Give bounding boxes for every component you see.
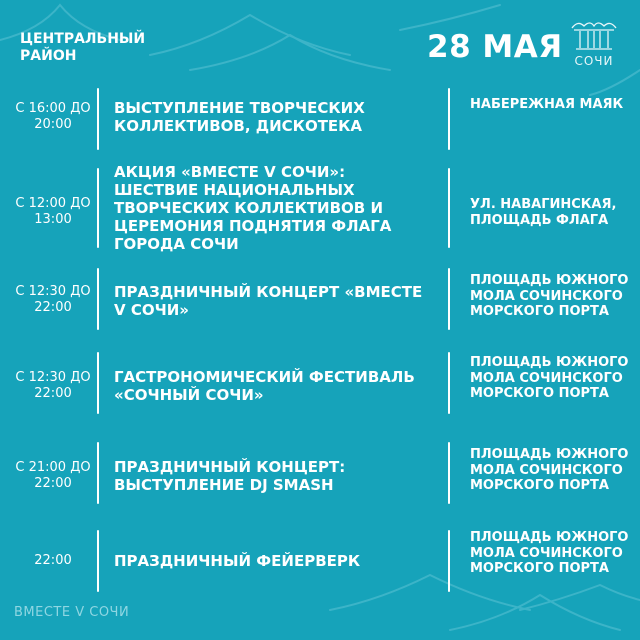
right-divider (448, 168, 450, 248)
left-divider (97, 168, 99, 248)
event-place: НАБЕРЕЖНАЯ МАЯК (470, 97, 624, 112)
event-place: ПЛОЩАДЬ ЮЖНОГО МОЛА СОЧИНСКОГО МОРСКОГО ПОРТА (470, 447, 629, 493)
left-divider (97, 88, 99, 150)
event-place: ПЛОЩАДЬ ЮЖНОГО МОЛА СОЧИНСКОГО МОРСКОГО ПОРТА (470, 273, 629, 319)
event-time: С 12:30 ДО 22:00 (15, 370, 91, 401)
footer-slogan: ВМЕСТЕ V СОЧИ (14, 605, 130, 620)
event-title: АКЦИЯ «ВМЕСТЕ V СОЧИ»: ШЕСТВИЕ НАЦИОНАЛЬНЫХ ТВОРЧЕСКИХ КОЛЛЕКТИВОВ И ЦЕРЕМОНИЯ ПОДНЯТИЯ ФЛАГА ГОРОДА СОЧИ (114, 163, 392, 253)
left-divider (97, 268, 99, 330)
event-title: ВЫСТУПЛЕНИЕ ТВОРЧЕСКИХ КОЛЛЕКТИВОВ, ДИСКОТЕКА (114, 99, 365, 135)
left-divider (97, 530, 99, 592)
event-time: С 12:30 ДО 22:00 (15, 284, 91, 315)
event-place: УЛ. НАВАГИНСКАЯ, ПЛОЩАДЬ ФЛАГА (470, 197, 617, 228)
event-date: 28 МАЯ (427, 29, 563, 65)
event-title: ПРАЗДНИЧНЫЙ ФЕЙЕРВЕРК (114, 552, 361, 570)
left-divider (97, 442, 99, 504)
right-divider (448, 268, 450, 330)
district-label: ЦЕНТРАЛЬНЫЙ РАЙОН (20, 31, 146, 64)
right-divider (448, 442, 450, 504)
event-time: С 12:00 ДО 13:00 (15, 196, 91, 227)
event-time: С 21:00 ДО 22:00 (15, 460, 91, 491)
right-divider (448, 352, 450, 414)
right-divider (448, 88, 450, 150)
event-title: ПРАЗДНИЧНЫЙ КОНЦЕРТ «ВМЕСТЕ V СОЧИ» (114, 283, 423, 319)
logo-text: СОЧИ (574, 54, 614, 68)
event-title: ПРАЗДНИЧНЫЙ КОНЦЕРТ: ВЫСТУПЛЕНИЕ DJ SMASH (114, 458, 346, 494)
event-place: ПЛОЩАДЬ ЮЖНОГО МОЛА СОЧИНСКОГО МОРСКОГО ПОРТА (470, 355, 629, 401)
event-place: ПЛОЩАДЬ ЮЖНОГО МОЛА СОЧИНСКОГО МОРСКОГО ПОРТА (470, 530, 629, 576)
event-time: 22:00 (34, 553, 72, 568)
right-divider (448, 530, 450, 592)
event-title: ГАСТРОНОМИЧЕСКИЙ ФЕСТИВАЛЬ «СОЧНЫЙ СОЧИ» (114, 368, 415, 404)
colonnade-logo-icon (568, 16, 620, 56)
event-time: С 16:00 ДО 20:00 (15, 101, 91, 132)
left-divider (97, 352, 99, 414)
